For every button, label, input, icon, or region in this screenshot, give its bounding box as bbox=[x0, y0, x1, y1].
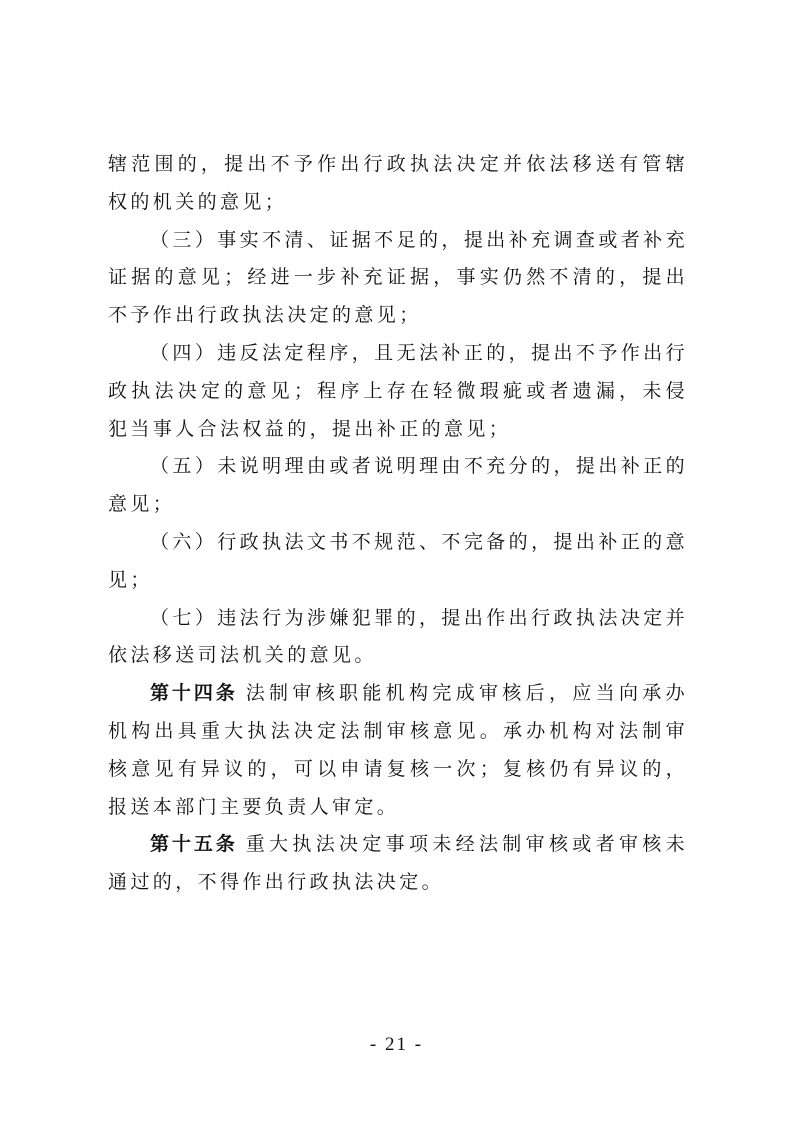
article-15 bbox=[108, 826, 688, 902]
article-text: 法制审核职能机构完成审核后，应当向承办机构出具重大执法决定法制审核意见。承办机构对法制审核意见有异议的，可以申请复核一次；复核仍有异议的，报送本部门主要负责人审定。 bbox=[108, 682, 688, 818]
paragraph-item-3 bbox=[108, 222, 688, 335]
paragraph-text: （三）事实不清、证据不足的，提出补充调查或者补充证据的意见；经进一步补充证据，事实仍然不清的，提出不予作出行政执法决定的意见； bbox=[108, 228, 688, 327]
paragraph-text: （七）违法行为涉嫌犯罪的，提出作出行政执法决定并依法移送司法机关的意见。 bbox=[108, 606, 688, 667]
document-body bbox=[108, 146, 688, 902]
article-heading: 第十五条 bbox=[150, 833, 238, 856]
article-heading: 第十四条 bbox=[150, 682, 238, 705]
paragraph-item-6 bbox=[108, 524, 688, 600]
paragraph-item-4 bbox=[108, 335, 688, 448]
article-14 bbox=[108, 675, 688, 826]
paragraph-text: 辖范围的，提出不予作出行政执法决定并依法移送有管辖权的机关的意见； bbox=[108, 153, 688, 213]
paragraph-continued bbox=[108, 146, 688, 222]
page-number: - 21 - bbox=[369, 1034, 424, 1055]
paragraph-item-5 bbox=[108, 448, 688, 524]
article-text: 重大执法决定事项未经法制审核或者审核未通过的，不得作出行政执法决定。 bbox=[108, 833, 688, 894]
paragraph-text: （四）违反法定程序，且无法补正的，提出不予作出行政执法决定的意见；程序上存在轻微瑕疵或者遗漏，未侵犯当事人合法权益的，提出补正的意见； bbox=[108, 341, 688, 440]
paragraph-item-7 bbox=[108, 600, 688, 676]
paragraph-text: （五）未说明理由或者说明理由不充分的，提出补正的意见； bbox=[108, 455, 688, 516]
paragraph-text: （六）行政执法文书不规范、不完备的，提出补正的意见； bbox=[108, 530, 688, 591]
